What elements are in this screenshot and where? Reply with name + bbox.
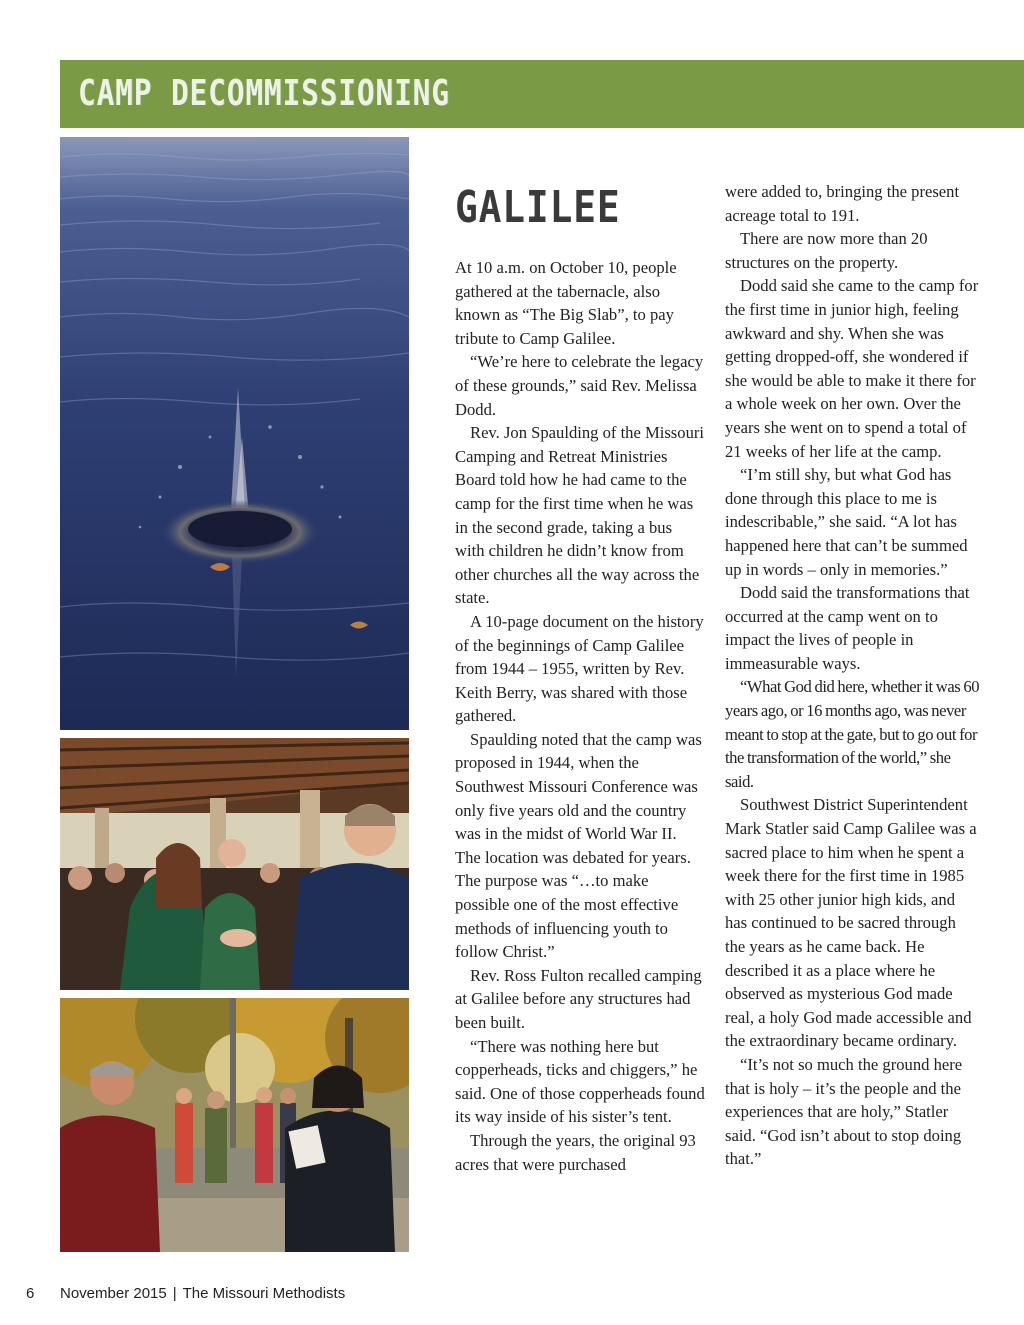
article-title: GALILEE [455,182,621,233]
paragraph: “It’s not so much the ground here that is holy – it’s the people and the experiences that are holy,” Statler said. “God isn’t about to stop doing that.” [725,1054,963,1169]
paragraph: were added to, bringing the present acreage total to 191. [725,182,960,225]
section-title: CAMP DECOMMISSIONING [78,73,450,114]
paragraph: Spaulding noted that the camp was proposed in 1944, when the Southwest Missouri Conference was only five years old and the country was in the midst of World War II. The location was debated for years. The purpose was “…to make possible one of the most effective methods of influencing youth to follow Christ.” [455,729,702,962]
paragraph: Rev. Jon Spaulding of the Missouri Camping and Retreat Ministries Board told how he had came to the camp for the first time when he was in the second grade, taking a bus with children he didn’t know from other churches all the way across the state. [455,423,704,608]
paragraph: Rev. Ross Fulton recalled camping at Galilee before any structures had been built. [455,965,702,1032]
paragraph: A 10-page document on the history of the beginnings of Camp Galilee from 1944 – 1955, written by Rev. Keith Berry, was shared with those gathered. [455,611,704,726]
paragraph: At 10 a.m. on October 10, people gathered at the tabernacle, also known as “The Big Slab”, to pay tribute to Camp Galilee. [455,258,677,348]
paragraph: Southwest District Superintendent Mark Statler said Camp Galilee was a sacred place to him when he spent a week there for the first time in 1985 with 25 other junior high kids, and has continued to be sacred through the years as he came back. He described it as a place where he observed as mysterious God made real, a holy God made accessible and the extraordinary became ordinary. [725,795,977,1051]
article-column-2 [725,180,980,1171]
footer-separator: | [172,1285,177,1302]
paragraph: Dodd said she came to the camp for the first time in junior high, feeling awkward and shy. When she was getting dropped-off, she wondered if she would be able to make it there for a whole week on her own. Over the years she went on to spend a total of 21 weeks of her life at the camp. [725,276,979,461]
photo-shelter-gathering [60,738,409,990]
publication-name: The Missouri Methodists [182,1285,346,1302]
photo-park-gathering [60,998,409,1252]
issue-date: November 2015 [60,1285,167,1302]
page-footer [26,1284,345,1304]
paragraph: “We’re here to celebrate the legacy of these grounds,” said Rev. Melissa Dodd. [455,352,704,419]
paragraph: Dodd said the transformations that occurred at the camp went on to impact the lives of people in immeasurable ways. [725,583,970,673]
paragraph: “There was nothing here but copperheads, ticks and chiggers,” he said. One of those copperheads found its way inside of his sister’s tent. [455,1036,705,1127]
page-number: 6 [26,1285,35,1302]
section-banner [60,60,1024,128]
article-column-1 [455,256,705,1176]
photo-water-splash [60,137,409,730]
paragraph: “What God did here, whether it was 60 years ago, or 16 months ago, was never meant to stop at the gate, but to go out for the transformation of the world,” she said. [725,677,980,791]
paragraph: There are now more than 20 structures on the property. [725,229,928,272]
paragraph: Through the years, the original 93 acres that were purchased [455,1130,696,1174]
paragraph: “I’m still shy, but what God has done through this place to me is indescribable,” she said. “A lot has happened here that can’t be summed up in words – only in memories.” [725,465,968,579]
